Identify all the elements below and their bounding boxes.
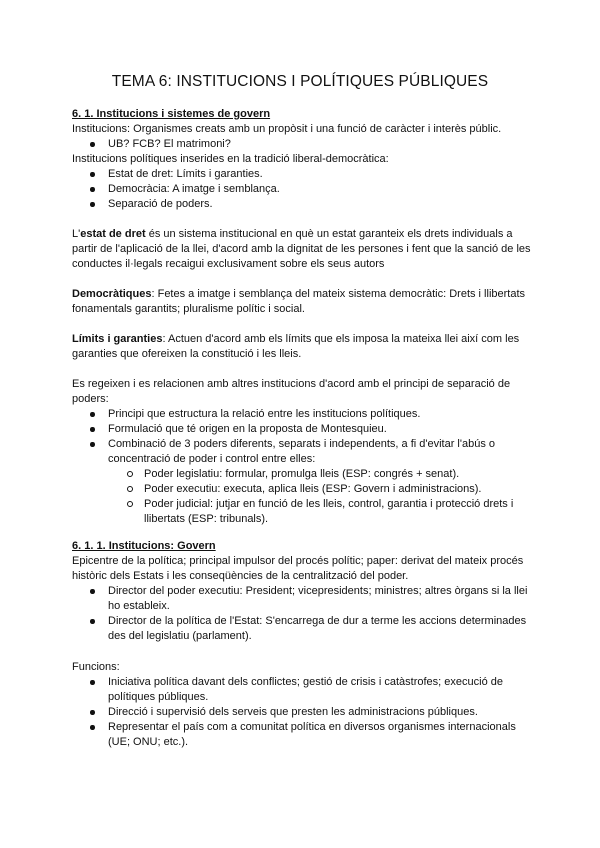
limits-paragraph: Límits i garanties: Actuen d'acord amb els límits que els imposa la mateixa llei així com les garanties que ofereixen la constitució i les lleis. — [72, 333, 520, 360]
power-item: Poder judicial: jutjar en funció de les lleis, control, garantia i protecció drets i llibertats (ESP: tribunals). — [108, 497, 532, 527]
institucions-definition: Institucions: Organismes creats amb un propòsit i una funció de caràcter i interès públic. — [72, 123, 502, 135]
funcions-list — [72, 675, 532, 750]
separacio-intro: Es regeixen i es relacionen amb altres institucions d'acord amb el principi de separació de poders: — [72, 378, 511, 405]
govern-list — [72, 584, 532, 644]
list-item: Separació de poders. — [72, 197, 532, 212]
estat-de-dret-paragraph: L'estat de dret és un sistema institucional en què un estat garanteix els drets individuals a partir de l'aplicació de la llei, d'acord amb la dignitat de les persones i fent que la sanció de les conductes il·legals recaigui exclusivament sobre els seus autors — [72, 228, 531, 270]
political-institutions-intro: Institucions polítiques inserides en la tradició liberal-democràtica: — [72, 153, 389, 165]
powers-list — [108, 467, 532, 527]
document-body — [72, 107, 532, 750]
power-item: Poder legislatiu: formular, promulga lleis (ESP: congrés + senat). — [108, 467, 532, 482]
funcions-label: Funcions: — [72, 661, 120, 673]
page-title: TEMA 6: INSTITUCIONS I POLÍTIQUES PÚBLIQUES — [111, 73, 489, 90]
list-item: UB? FCB? El matrimoni? — [72, 137, 532, 152]
list-item: Director del poder executiu: President; vicepresidents; ministres; altres òrgans si la llei ho estableix. — [72, 584, 532, 614]
examples-list — [72, 137, 532, 152]
list-item: Principi que estructura la relació entre les institucions polítiques. — [72, 407, 532, 422]
democratiques-paragraph: Democràtiques: Fetes a imatge i semblança del mateix sistema democràtic: Drets i llibertats fonamentals garantits; pluralisme polític i social. — [72, 288, 526, 315]
section-heading-6-1: 6. 1. Institucions i sistemes de govern — [72, 108, 271, 120]
list-item: Direcció i supervisió dels serveis que presten les administracions públiques. — [72, 705, 532, 720]
limits-term: Límits i garanties — [72, 333, 163, 345]
list-item: Estat de dret: Límits i garanties. — [72, 167, 532, 182]
list-item: Combinació de 3 poders diferents, separats i independents, a fi d'evitar l'abús o concentració de poder i control entre elles: Poder legislatiu: formular, promulga lleis (ESP: congrés + senat). Poder executiu: executa, aplica lleis (ESP: Govern i administracions). Poder judicial: jutjar en funció de les lleis, control, garantia i protecció drets i llibertats (ESP: tribunals). — [72, 437, 532, 527]
estat-de-dret-term: estat de dret — [80, 228, 146, 240]
section-heading-6-1-1: 6. 1. 1. Institucions: Govern — [72, 540, 216, 552]
govern-intro: Epicentre de la política; principal impulsor del procés polític; paper: derivat del mateix procés històric dels Estats i les conseqüències de la centralització del poder. — [72, 555, 524, 582]
separacio-list — [72, 407, 532, 527]
political-institutions-list — [72, 167, 532, 212]
list-item: Iniciativa política davant dels conflictes; gestió de crisis i catàstrofes; execució de polítiques públiques. — [72, 675, 532, 705]
power-item: Poder executiu: executa, aplica lleis (ESP: Govern i administracions). — [108, 482, 532, 497]
list-item: Director de la política de l'Estat: S'encarrega de dur a terme les accions determinades des del legislatiu (parlament). — [72, 614, 532, 644]
democratiques-term: Democràtiques — [72, 288, 152, 300]
list-item: Democràcia: A imatge i semblança. — [72, 182, 532, 197]
list-item: Formulació que té origen en la proposta de Montesquieu. — [72, 422, 532, 437]
list-item: Representar el país com a comunitat política en diversos organismes internacionals (UE; ONU; etc.). — [72, 720, 532, 750]
